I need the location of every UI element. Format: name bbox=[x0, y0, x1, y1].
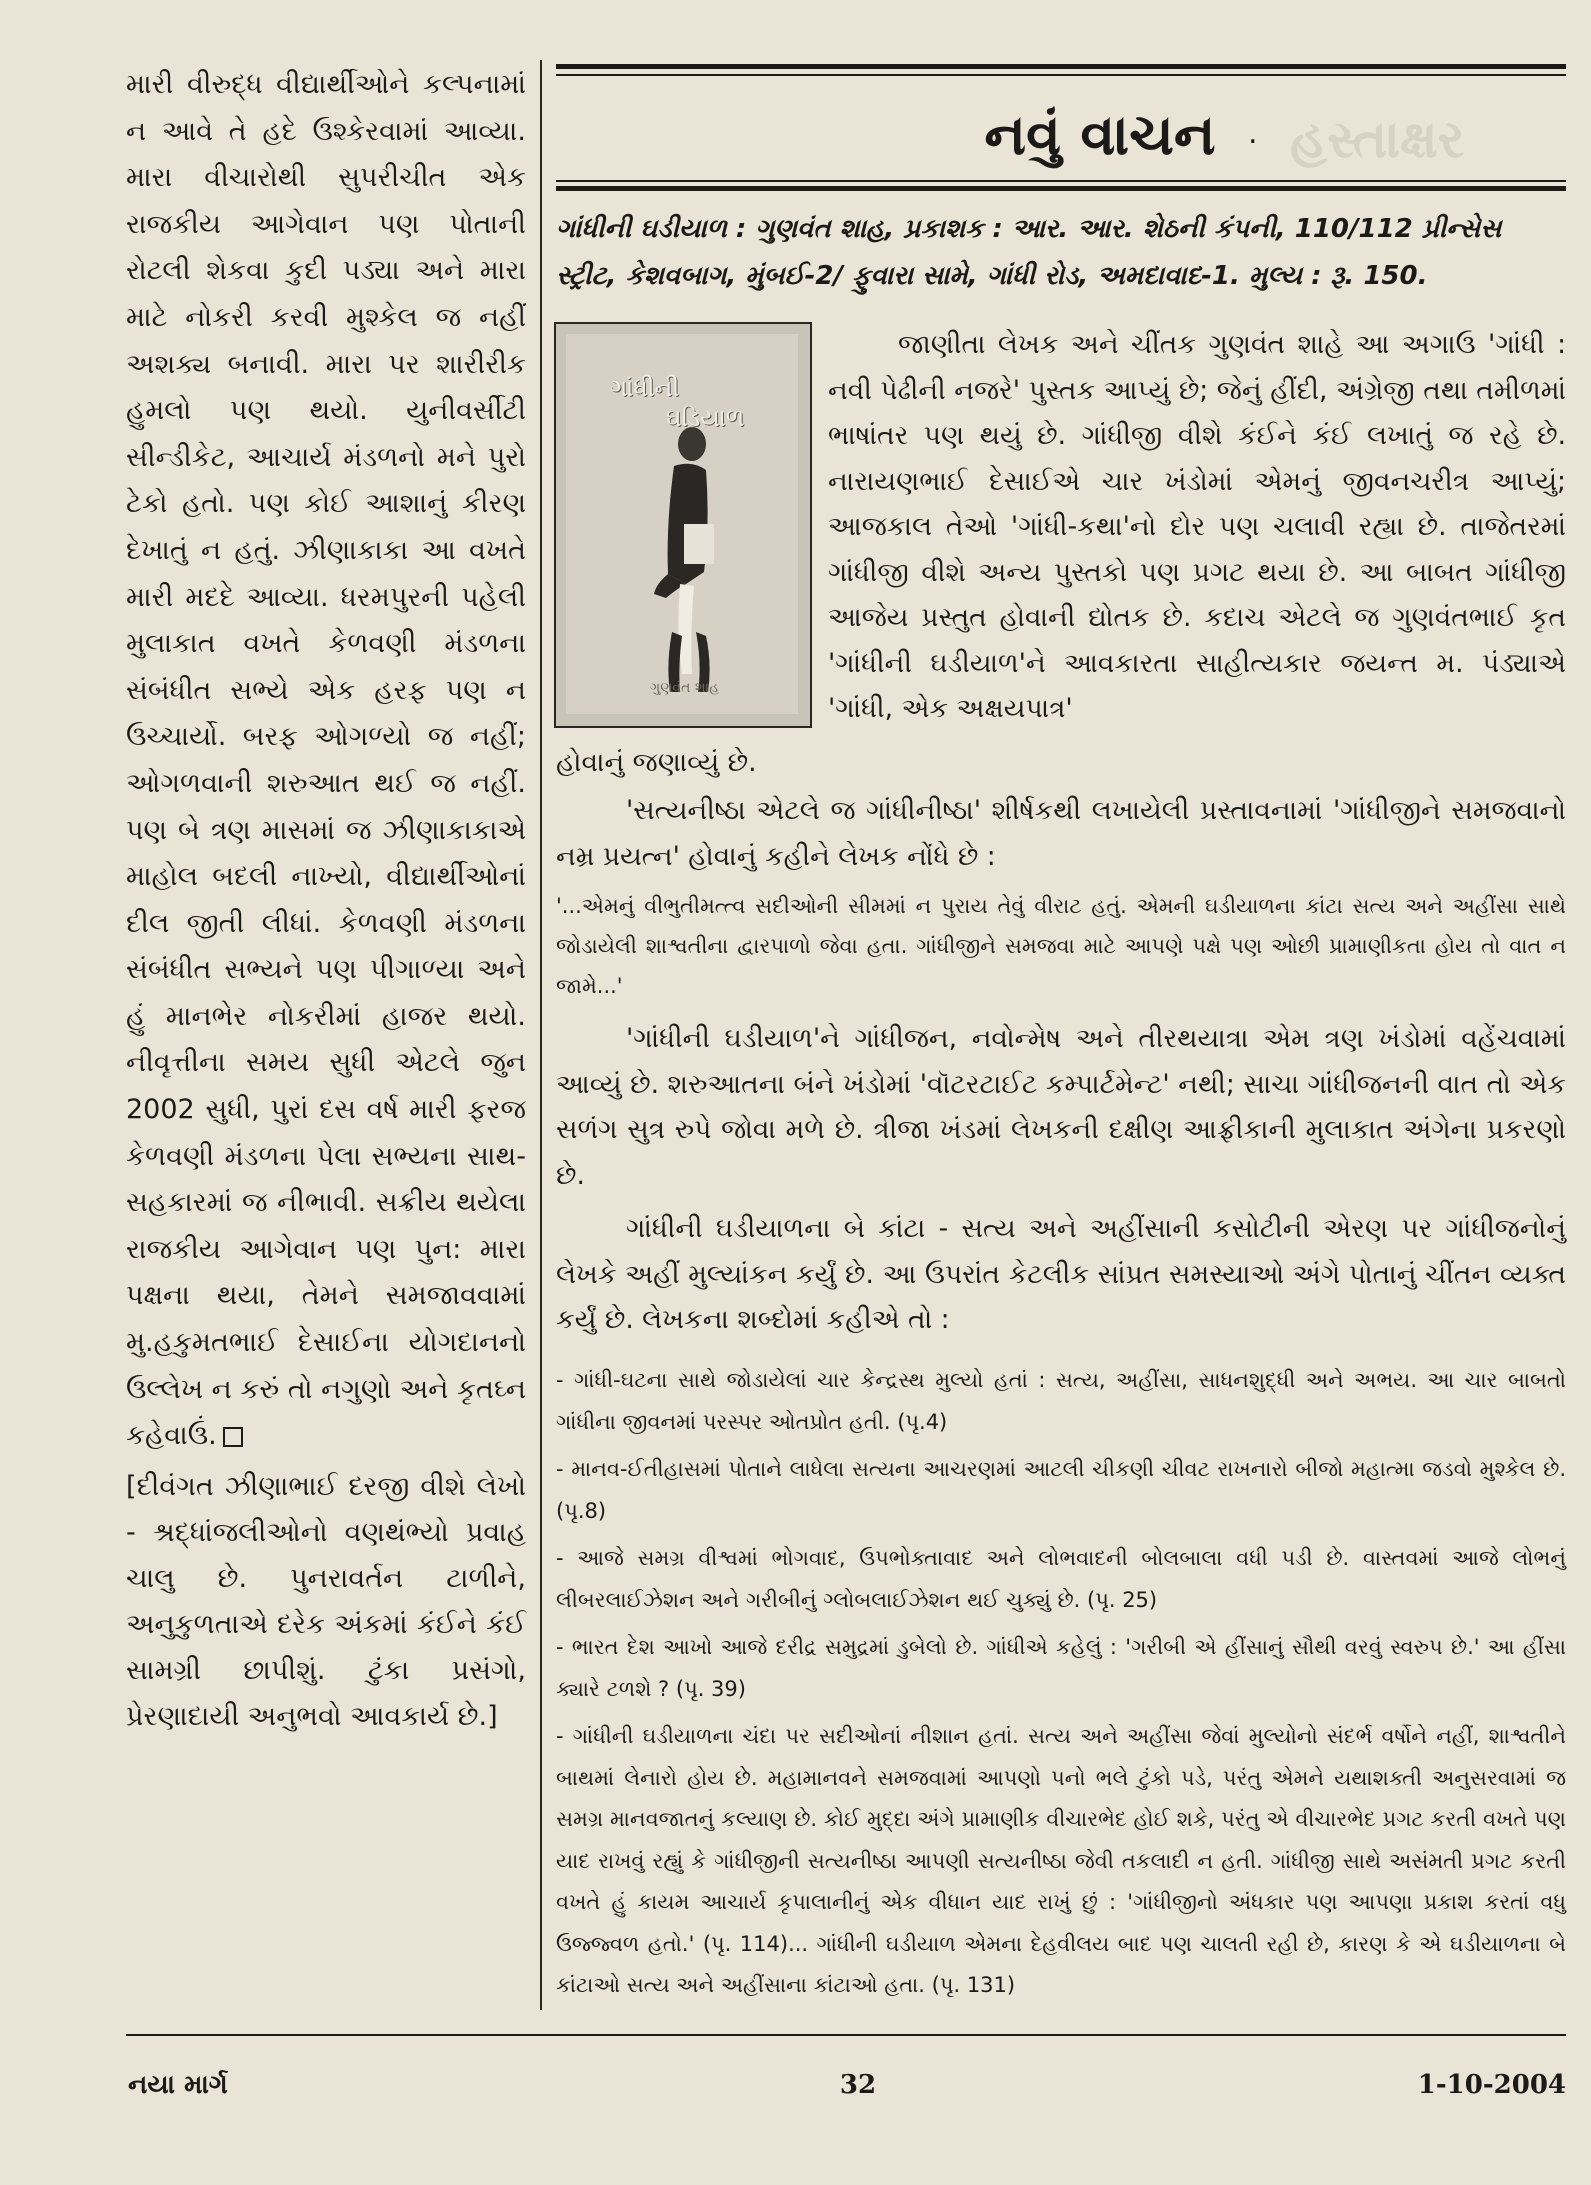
section-title: નવું વાચન bbox=[984, 103, 1216, 168]
book-details: ગાંધીની ઘડીયાળ : ગુણવંત શાહ, પ્રકાશક : આર. આર. શેઠની કંપની, 110/112 પ્રીન્સેસ સ્ટ્રીટ, કેશવબાગ, મુંબઈ-2/ ફુવારા સામે, ગાંધી રોડ, અમદાવાદ-1. મુલ્ય : રૂ. 150. bbox=[556, 214, 1502, 291]
book-cover-image bbox=[554, 322, 812, 728]
article-paragraph-1 bbox=[556, 788, 1566, 879]
title-dot: . bbox=[1248, 116, 1258, 151]
magazine-name: નયા માર્ગ bbox=[128, 2070, 228, 2100]
book-excerpts bbox=[556, 1360, 1566, 2013]
preface-quote bbox=[556, 886, 1566, 1006]
excerpt-item: - આજે સમગ્ર વીશ્વમાં ભોગવાદ, ઉપભોક્તાવાદ અને લોભવાદની બોલબાલા વધી પડી છે. વાસ્તવમાં આજે લોભનું લીબરલાઈઝેશન અને ગરીબીનું ગ્લોબલાઈઝેશન થઈ ચુક્યું છે. (પૃ. 25) bbox=[556, 1546, 1566, 1612]
intro-paragraph: જાણીતા લેખક અને ચીંતક ગુણવંત શાહે આ અગાઉ 'ગાંધી : નવી પેઢીની નજરે' પુસ્તક આપ્યું છે; જેનું હીંદી, અંગ્રેજી તથા તમીળમાં ભાષાંતર પણ થયું છે. ગાંધીજી વીશે કંઈને કંઈ લખાતું જ રહે છે. નારાયણભાઈ દેસાઈએ ચાર ખંડોમાં એમનું જીવનચરીત્ર આપ્યું; આજકાલ તેઓ 'ગાંધી-કથા'નો દોર પણ ચલાવી રહ્યા છે. તાજેતરમાં ગાંધીજી વીશે અન્ય પુસ્તકો પણ પ્રગટ થયા છે. આ બાબત ગાંધીજી આજેય પ્રસ્તુત હોવાની દ્યોતક છે. કદાચ એટલે જ ગુણવંતભાઈ કૃત 'ગાંધીની ઘડીયાળ'ને આવકારતા સાહીત્યકાર જયન્ત મ. પંડ્યાએ 'ગાંધી, એક અક્ષયપાત્ર' bbox=[828, 329, 1566, 724]
intro-tail-text: હોવાનું જણાવ્યું છે. bbox=[556, 747, 757, 778]
article-intro bbox=[828, 322, 1566, 732]
header-rule-thin-top bbox=[556, 74, 1566, 76]
left-column-paragraph: મારી વીરુદ્ધ વીદ્યાર્થીઓને કલ્પનામાં ન આવે તે હદે ઉશ્કેરવામાં આવ્યા. મારા વીચારોથી સુપરીચીત એક રાજકીય આગેવાન પણ પોતાની રોટલી શેકવા કુદી પડ્યા અને મારા માટે નોકરી કરવી મુશ્કેલ જ નહીં અશક્ય બનાવી. મારા પર શારીરીક હુમલો પણ થયો. યુનીવર્સીટી સીન્ડીકેટ, આચાર્ય મંડળનો મને પુરો ટેકો હતો. પણ કોઈ આશાનું કીરણ દેખાતું ન હતું. ઝીણાકાકા આ વખતે મારી મદદે આવ્યા. ધરમપુરની પહેલી મુલાકાત વખતે કેળવણી મંડળના સંબંધીત સભ્યે એક હરફ પણ ન ઉચ્ચાર્યો. બરફ ઓગળ્યો જ નહીં; ઓગળવાની શરુઆત થઈ જ નહીં. પણ બે ત્રણ માસમાં જ ઝીણાકાકાએ માહોલ બદલી નાખ્યો, વીદ્યાર્થીઓનાં દીલ જીતી લીધાં. કેળવણી મંડળના સંબંધીત સભ્યને પણ પીગાળ્યા અને હું માનભેર નોકરીમાં હાજર થયો. નીવૃત્તીના સમય સુધી એટલે જુન 2002 સુધી, પુરાં દસ વર્ષ મારી ફરજ કેળવણી મંડળના પેલા સભ્યના સાથ-સહકારમાં જ નીભાવી. સક્રીય થયેલા રાજકીય આગેવાન પણ પુન: મારા પક્ષના થયા, તેમને સમજાવવામાં મુ.હકુમતભાઈ દેસાઈના યોગદાનનો ઉલ્લેખ ન કરું તો નગુણો અને કૃતઘ્ન કહેવાઉં. bbox=[126, 69, 526, 1452]
issue-date: 1-10-2004 bbox=[1417, 2070, 1566, 2100]
article-intro-tail bbox=[556, 740, 1566, 785]
header-rule-thin-bottom bbox=[556, 180, 1566, 182]
header-rule-thick-top bbox=[556, 64, 1566, 69]
excerpt-item: - ગાંધીની ઘડીયાળના ચંદા પર સદીઓનાં નીશાન હતાં. સત્ય અને અહીંસા જેવાં મુલ્યોનો સંદર્ભ વર્ષોને નહીં, શાશ્વતીને બાથમાં લેનારો હોય છે. મહામાનવને સમજવામાં આપણો પનો ભલે ટુંકો પડે, પરંતુ એમને યથાશક્તી અનુસરવામાં જ સમગ્ર માનવજાતનું કલ્યાણ છે. કોઈ મુદ્દા અંગે પ્રામાણીક વીચારભેદ હોઈ શકે, પરંતુ એ વીચારભેદ પ્રગટ કરતી વખતે પણ યાદ રાખવું રહ્યું કે ગાંધીજીની સત્યનીષ્ઠા આપણી સત્યનીષ્ઠા જેવી તકલાદી ન હતી. ગાંધીજી સાથે અસંમતી પ્રગટ કરતી વખતે હું કાયમ આચાર્ય કૃપાલાનીનું એક વીધાન યાદ રાખું છું : 'ગાંધીજીનો અંધકાર પણ આપણા પ્રકાશ કરતાં વધુ ઉજ્જ્વળ હતો.' (પૃ. 114)... ગાંધીની ઘડીયાળ એમના દેહવીલય બાદ પણ ચાલતી રહી છે, કારણ કે એ ઘડીયાળના બે કાંટાઓ સત્ય અને અહીંસાના કાંટાઓ હતા. (પૃ. 131) bbox=[556, 1724, 1566, 1997]
paragraph-3-text: ગાંધીની ઘડીયાળના બે કાંટા - સત્ય અને અહીંસાની કસોટીની એરણ પર ગાંધીજનોનું લેખકે અહીં મુલ્યાંકન કર્યું છે. આ ઉપરાંત કેટલીક સાંપ્રત સમસ્યાઓ અંગે પોતાનું ચીંતન વ્યક્ત કર્યું છે. લેખકના શબ્દોમાં કહીએ તો : bbox=[556, 1213, 1566, 1335]
paragraph-2-text: 'ગાંધીની ઘડીયાળ'ને ગાંધીજન, નવોન્મેષ અને તીરથયાત્રા એમ ત્રણ ખંડોમાં વહેંચવામાં આવ્યું છે. શરુઆતના બંને ખંડોમાં 'વૉટરટાઈટ કમ્પાર્ટમેન્ટ' નથી; સાચા ગાંધીજનની વાત તો એક સળંગ સુત્ર રુપે જોવા મળે છે. ત્રીજા ખંડમાં લેખકની દક્ષીણ આફ્રીકાની મુલાકાત અંગેના પ્રકરણો છે. bbox=[556, 1023, 1566, 1191]
faded-background-text: હસ્તાક્ષર bbox=[1290, 110, 1465, 170]
book-cover-art bbox=[566, 334, 798, 714]
editor-note: [દીવંગત ઝીણાભાઈ દરજી વીશે લેખો - શ્રદ્ધાંજલીઓનો વણથંભ્યો પ્રવાહ ચાલુ છે. પુનરાવર્તન ટાળીને, અનુકુળતાએ દરેક અંકમાં કંઈને કંઈ સામગ્રી છાપીશું. ટુંકા પ્રસંગો, પ્રેરણાદાયી અનુભવો આવકાર્ય છે.] bbox=[126, 1470, 526, 1732]
column-divider bbox=[540, 60, 542, 2010]
cover-author: ગુણવંત શાહ bbox=[650, 680, 720, 696]
end-of-article-mark bbox=[223, 1427, 243, 1447]
footer-rule bbox=[126, 2034, 1566, 2036]
article-paragraph-3 bbox=[556, 1206, 1566, 1343]
excerpt-item: - માનવ-ઈતીહાસમાં પોતાને લાધેલા સત્યના આચરણમાં આટલી ચીકણી ચીવટ રાખનારો બીજો મહાત્મા જડવો મુશ્કેલ છે. (પૃ.8) bbox=[556, 1457, 1566, 1523]
cover-title-line2: ઘડિયાળ bbox=[666, 404, 745, 432]
excerpt-item: - ભારત દેશ આખો આજે દરીદ્ર સમુદ્રમાં ડુબેલો છે. ગાંધીએ કહેલું : 'ગરીબી એ હીંસાનું સૌથી વરવું સ્વરુપ છે.' આ હીંસા ક્યારે ટળશે ? (પૃ. 39) bbox=[556, 1635, 1566, 1701]
quote-text: '...એમનું વીભુતીમત્ત્વ સદીઓની સીમમાં ન પુરાય તેવું વીરાટ હતું. એમની ઘડીયાળના કાંટા સત્ય અને અહીંસા સાથે જોડાયેલી શાશ્વતીના દ્વારપાળો જેવા હતા. ગાંધીજીને સમજવા માટે આપણે પક્ષે પણ ઓછી પ્રામાણીકતા હોય તો વાત ન જામે...' bbox=[556, 894, 1566, 998]
header-rule-thick-bottom bbox=[556, 186, 1566, 191]
cover-title-line1: ગાંધીની bbox=[610, 374, 680, 402]
page-number: 32 bbox=[839, 2070, 877, 2100]
excerpt-item: - ગાંધી-ઘટના સાથે જોડાયેલાં ચાર કેન્દ્રસ્થ મુલ્યો હતાં : સત્ય, અહીંસા, સાધનશુદ્ધી અને અભય. આ ચાર બાબતો ગાંધીના જીવનમાં પરસ્પર ઓતપ્રોત હતી. (પૃ.4) bbox=[556, 1368, 1566, 1434]
paragraph-1-text: 'સત્યનીષ્ઠા એટલે જ ગાંધીનીષ્ઠા' શીર્ષકથી લખાયેલી પ્રસ્તાવનામાં 'ગાંધીજીને સમજવાનો નમ્ર પ્રયત્ન' હોવાનું કહીને લેખક નોંધે છે : bbox=[556, 795, 1566, 872]
left-column bbox=[126, 62, 526, 1740]
article-paragraph-2 bbox=[556, 1016, 1566, 1198]
